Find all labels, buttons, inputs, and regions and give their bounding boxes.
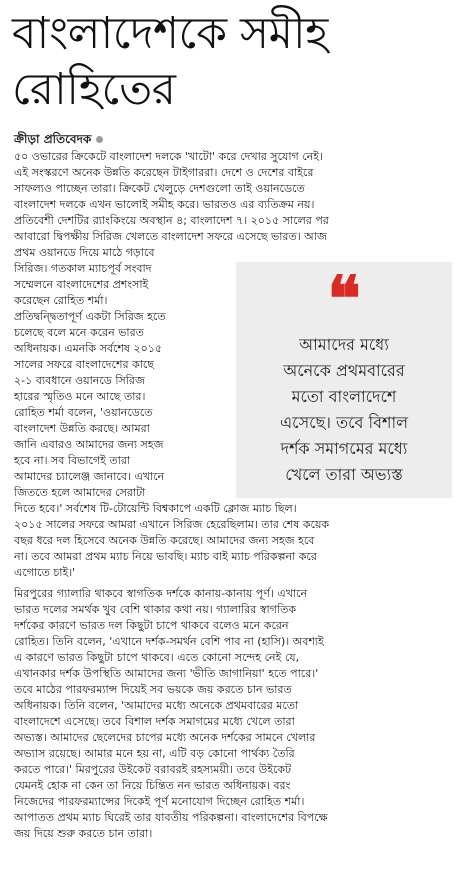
body-line: বাংলাদেশ দলকে এখন ভালোই সমীহ করে। ভারতও এর ব্যতিক্রম নয়।: [14, 198, 315, 211]
body-line: প্রতিদ্বন্দ্বিতাপূর্ণ একটা সিরিজ হতে: [14, 310, 166, 323]
body-line: অভ্যস্ত। আমাদের ছেলেদের চাপের মধ্যে অনেক দর্শকের সামনে খেলার: [14, 731, 316, 744]
body-line: হারের স্মৃতিও মনে আছে তার।: [14, 390, 146, 403]
pull-quote-line: এসেছে। তবে বিশাল: [279, 413, 409, 432]
body-line: দিতে হবে।' সর্বশেষ টি-টোয়েন্টি বিশ্বকাপে একটি ক্লোজ ম্যাচ ছিল।: [14, 502, 297, 515]
body-line: আবারো দ্বিপক্ষীয় সিরিজ খেলতে বাংলাদেশ সফরে এসেছে ভারত। আজ: [14, 230, 327, 243]
body-line: সিরিজ। গতকাল ম্যাচপূর্ব সংবাদ: [14, 262, 152, 275]
body-line: প্রতিবেশী দেশটির র‍্যাংকিংয়ে অবস্থান ৪; বাংলাদেশ ৭। ২০১৫ সালের পর: [14, 214, 329, 227]
pull-quote: [236, 262, 452, 498]
body-line: এই সংস্করণে অনেক উন্নতি করেছেন টাইগাররা। দেশে ও দেশের বাইরে: [14, 166, 314, 179]
body-line: বাংলাদেশে এসেছে। তবে বিশাল দর্শক সমাগমের মধ্যে খেলে তারা: [14, 715, 295, 728]
body-line: রোহিত। তিনি বলেন, 'এখানে দর্শক-সমর্থন বেশি পাব না (হাসি)। অবশ্যই: [14, 635, 324, 648]
article-headline: [12, 6, 452, 118]
body-line: আপাতত প্রথম ম্যাচ ঘিরেই তার যাবতীয় পরিকল্পনা। বাংলাদেশের বিপক্ষে: [14, 811, 328, 824]
body-line: রোহিত শর্মা বলেন, 'ওয়ানডেতে: [14, 406, 153, 419]
body-line: জানি এবারও আমাদের জন্য সহজ: [14, 438, 164, 451]
body-line: জয় দিয়ে শুরু করতে চান তারা।: [14, 827, 153, 840]
body-line: করতে পারে।' মিরপুরের উইকেট বরাবরই রহস্যময়ী। তবে উইকেট: [14, 763, 292, 776]
body-line: জিততে হলে আমাদের সেরাটা: [14, 486, 146, 499]
body-line: মিরপুরের গ্যালারি থাকবে স্বাগতিক দর্শকে কানায়-কানায় পূর্ণ। এখানে: [14, 587, 308, 600]
body-line: সালের সফরে বাংলাদেশের কাছে: [14, 358, 154, 371]
body-line: নিজেদের পারফরম্যান্সের দিকেই পূর্ণ মনোযোগ দিচ্ছেন রোহিত শর্মা।: [14, 795, 305, 808]
body-line: সাফল্যও পাচ্ছেন তারা। ক্রিকেট খেলুড়ে দেশগুলো তাই ওয়ানডেতে: [14, 182, 305, 195]
byline: [14, 130, 103, 148]
body-line: না। তবে আমরা প্রথম ম্যাচ নিয়ে ভাবছি। ম্যাচ বাই ম্যাচ পরিকল্পনা করে: [14, 550, 317, 563]
pull-quote-line: খেলে তারা অভ্যস্ত: [285, 465, 403, 484]
pull-quote-line: দর্শক সমাগমের মধ্যে: [280, 439, 408, 458]
body-line: বাংলাদেশ উন্নতি করছে। আমরা: [14, 422, 150, 435]
body-line: অধিনায়ক। এমনকি সর্বশেষ ২০১৫: [14, 342, 163, 355]
byline-dot-icon: [96, 136, 103, 143]
body-line: ২-১ ব্যবধানে ওয়ানডে সিরিজ: [14, 374, 145, 387]
byline-text: ক্রীড়া প্রতিবেদক: [14, 132, 92, 146]
body-line: তবে মাঠের পারফরম্যান্স দিয়েই সব ভয়কে জয় করতে চান ভারত: [14, 683, 292, 696]
body-line: প্রথম ওয়ানডে দিয়ে মাঠে গড়াবে: [14, 246, 155, 259]
body-line: ২০১৫ সালের সফরে আমরা এখানে সিরিজ হেরেছিলাম। তার শেষ কয়েক: [14, 518, 330, 531]
headline-line-1: বাংলাদেশকে সমীহ: [12, 8, 328, 59]
quote-mark-icon: ❝: [327, 262, 361, 335]
pull-quote-line: মতো বাংলাদেশে: [291, 387, 397, 406]
body-line: ৫০ ওভারের ক্রিকেটে বাংলাদেশ দলকে 'খাটো' করে দেখার সুযোগ নেই।: [14, 150, 323, 163]
body-line: অভ্যাস রয়েছে। আমার মনে হয় না, এটি বড় কোনো পার্থক্য তৈরি: [14, 747, 295, 760]
body-line: চলেছে বলে মনে করেন ভারত: [14, 326, 144, 339]
body-line: এখানকার দর্শক উপস্থিতি আমাদের জন্য 'ভীতি জাগানিয়া' হতে পারে।': [14, 667, 319, 680]
body-line: এগোতে চাই।': [14, 566, 76, 579]
headline-line-2: রোহিতের: [12, 64, 176, 115]
body-line: ভারত দলের সমর্থক খুব বেশি থাকার কথা নয়। গ্যালারির স্বাগতিক: [14, 603, 297, 616]
body-line: অধিনায়ক। তিনি বলেন, 'আমাদের মধ্যে অনেকে প্রথমবারের মতো: [14, 699, 299, 712]
body-line: দর্শকের কারণে ভারত দল কিছুটা চাপে থাকবে বলেও মনে করেন: [14, 619, 289, 632]
body-line: যেমনই হোক না কেন তা নিয়ে চিন্তিত নন ভারত অধিনায়ক। বরং: [14, 779, 291, 792]
pull-quote-line: আমাদের মধ্যে: [299, 335, 389, 354]
body-line: এ কারণে ভারত কিছুটা চাপে থাকবে। এতে কোনো সন্দেহ নেই যে,: [14, 651, 300, 664]
body-line: আমাদের চ্যালেঞ্জ জানাবে। এখানে: [14, 470, 165, 483]
pull-quote-line: অনেকে প্রথমবারের: [283, 361, 405, 380]
body-line: করেছেন রোহিত শর্মা।: [14, 294, 108, 307]
body-line: বছর ধরে দল হিসেবে অনেক উন্নতি করেছে। আমাদের জন্য সহজ হবে: [14, 534, 315, 547]
body-line: হবে না। সব বিভাগেই তারা: [14, 454, 131, 467]
body-line: সম্মেলনে বাংলাদেশের প্রশংসাই: [14, 278, 149, 291]
